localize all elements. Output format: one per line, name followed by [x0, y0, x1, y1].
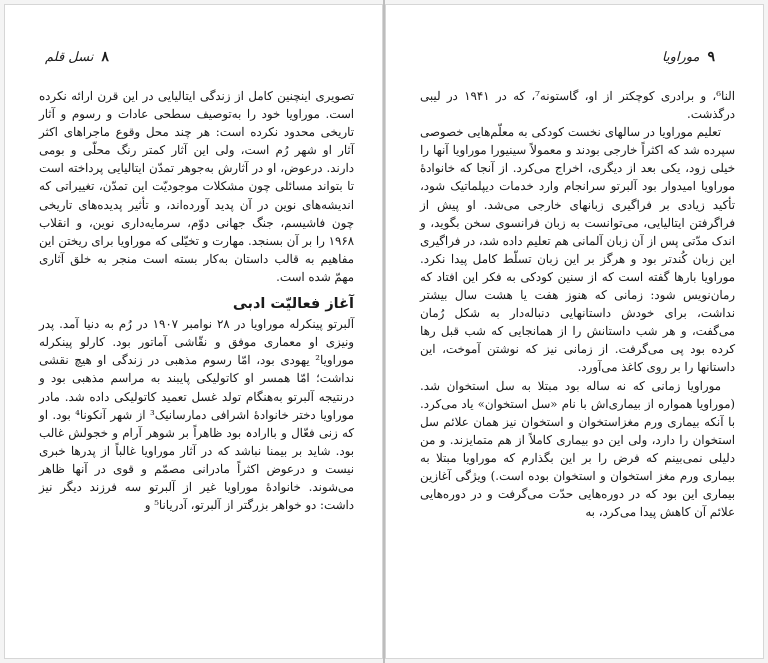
right-page	[385, 4, 764, 659]
left-page	[4, 4, 383, 659]
paragraph: تصویری اینچنین کامل از زندگی ایتالیایی در این قرن ارائه نکرده است. موراویا خود را به‌توصیف سطحی عادات و رسوم و آثار تاریخی محدود نکرده است: هر چند محل وقوع ماجراهای اکثر آثار او شهر رُم است، ولی این آثار کمتر رنگ محلّی و بومی دارند. درعوض، او در آثارش به‌جوهر تمدّن ایتالیایی پرداخته است تا بتواند مسائلی چون مشکلات موجودیّت این تمدّن، تغییراتی که اندیشه‌های نوین در آن پدید آورده‌اند، و تأثیر پدیده‌های تاریخی چون فاشیسم، جنگ جهانی دوّم، سرمایه‌داری نوین، و انقلاب ۱۹۶۸ را بر آن بسنجد. مهارت و تخیّلی که موراویا برای ریختن این مفاهیم به قالب داستان به‌کار بسته است منجر به خلق آثاری مهمّ شده است.	[39, 89, 354, 284]
right-page-body	[420, 87, 735, 638]
left-page-header	[45, 45, 342, 69]
paragraph: تعلیم موراویا در سالهای نخست کودکی به معلّم‌هایی خصوصی سپرده شد که اکثراً خارجی بودند و معمولاً سینیورا موراویا آنها را خیلی زود، یکی بعد از دیگری، اخراج می‌کرد. از آنجا که خانوادهٔ موراویا امیدوار بود آلبرتو سرانجام وارد خدمات دیپلماتیک شود، تأکید زیادی بر فراگیری زبانهای خارجی می‌شد. او پیش از فراگرفتن ایتالیایی، می‌توانست به زبان فرانسوی سخن بگوید، و اندک مدّتی پس از آن زبان آلمانی هم تعلیم داده شد، در فراگیری این زبان کُندتر بود و هرگز بر این زبان تسلّط کامل پیدا نکرد. موراویا بارها گفته است که از سنین کودکی به فکر این افتاد که رمان‌نویس شود: زمانی که هنوز هفت یا هشت سال بیشتر نداشت، برای خودش داستانهایی دنباله‌دار به شکل رُمان می‌گفت، و هر شب داستانش را از همانجایی که شب قبل رها کرده بود پی می‌گرفت. از زمانی نیز که نوشتن آموخت، این داستانها را بر روی کاغذ می‌آورد.	[420, 125, 735, 375]
page-number: ۹	[707, 49, 715, 65]
running-title: موراویا	[662, 49, 700, 65]
paragraph: موراویا زمانی که نه ساله بود مبتلا به سل استخوان شد. (موراویا همواره از بیماری‌اش با نام «سل استخوان» یاد می‌کرد. با آنکه بیماری ورم مغزاستخوان و استخوان نیز همان علائم سل استخوان را دارد، ولی این دو بیماری کاملاً از هم متمایزند. و من دلیلی نمی‌بینم که فرض را بر این بگذارم که موراویا مبتلا به بیماری ورم مغز استخوان و استخوان بوده است.) ویژگی آغازین بیماری این بود که در دوره‌هایی حدّت می‌گرفت و در دوره‌هایی علائم آن کاهش پیدا می‌کرد، به	[420, 378, 735, 520]
section-heading: آغاز فعالیّت ادبی	[232, 296, 354, 313]
running-title: نسل قلم	[45, 49, 94, 65]
left-page-body	[39, 87, 354, 638]
paragraph: النا⁶، و برادری کوچکتر از او، گاستونه⁷، که در ۱۹۴۱ در لیبی درگذشت.	[420, 89, 736, 122]
paragraph: آلبرتو پینکرله موراویا در ۲۸ نوامبر ۱۹۰۷ در رُم به دنیا آمد. پدر ونیزی او معماری موفق و نقّاشی آماتور بود. کارلو پینکرله موراویا² یهودی بود، امّا رسوم مذهبی در زندگی او هیچ نقشی نداشت؛ امّا همسر او کاتولیکی پایبند به مراسم مذهبی بود و درنتیجه آلبرتو به‌هنگام تولد غسل تعمید کاتولیکی داده شد. مادر موراویا دختر خانوادهٔ اشرافی دمارسانیک³ از شهر آنکونا⁴ بود. او که زنی فعّال و باارادہ بود ظاهراً بر شوهر آرام و خجولش غالب بود. شاید بر بیمنا نباشد که در آثار موراویا غالباً از پدرها خبری نیست و درعوض اکثراً مادرانی مصمّم و قوی در آنها ظاهر می‌شوند. خانوادهٔ موراویا غیر از آلبرتو سه فرزند دیگر نیز داشت: دو خواهر بزرگتر از آلبرتو، آدریانا⁵ و	[39, 317, 355, 513]
page-number: ۸	[101, 49, 109, 65]
right-page-header	[426, 45, 723, 69]
